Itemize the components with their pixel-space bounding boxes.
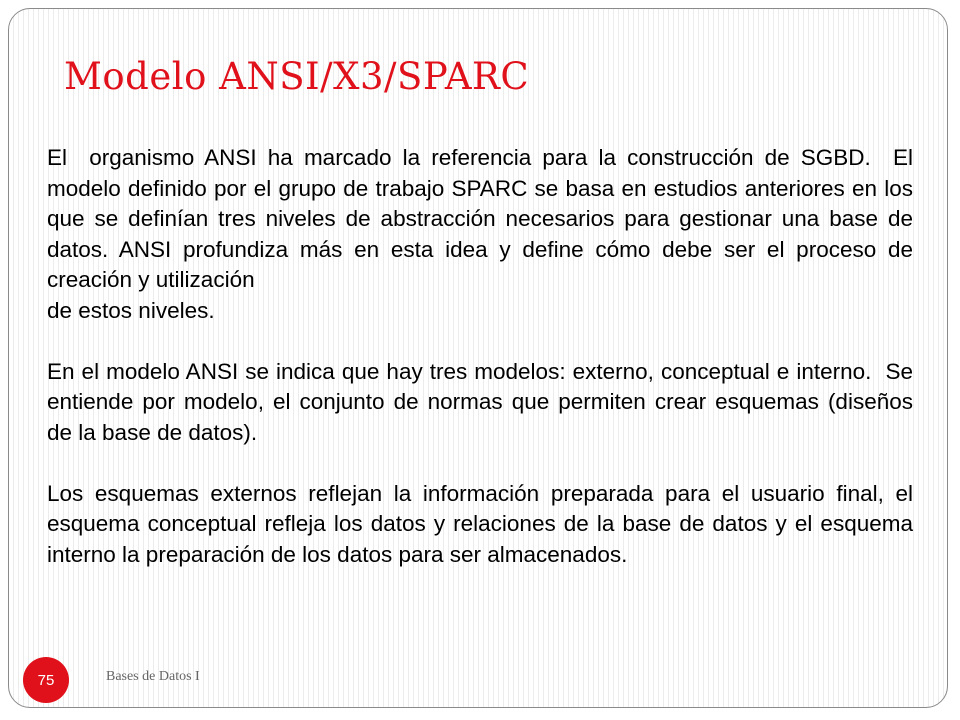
paragraph-three-models: En el modelo ANSI se indica que hay tres modelos: externo, conceptual e interno. Se entiende por modelo, el conjunto de normas que permiten crear esquemas (diseños de la base de datos). (47, 358, 920, 445)
paragraph-ansi-intro: El organismo ANSI ha marcado la referencia para la construcción de SGBD. El modelo definido por el grupo de trabajo SPARC se basa en estudios anteriores en los que se definían tres niveles de abstracción necesarios para gestionar una base de datos. ANSI profundiza más en esta idea y define cómo debe ser el proceso de creación y utilización de estos niveles. (47, 145, 913, 323)
page-number-badge: 75 (23, 657, 69, 703)
slide-frame (8, 8, 948, 708)
slide-body (47, 143, 920, 570)
footer-course-title: Bases de Datos I (106, 669, 200, 684)
paragraph-schemas: Los esquemas externos reflejan la información preparada para el usuario final, el esquema conceptual refleja los datos y relaciones de la base de datos y el esquema interno la preparación de los datos para ser almacenados. (47, 480, 920, 567)
slide-title: Modelo ANSI/X3/SPARC (64, 55, 530, 98)
